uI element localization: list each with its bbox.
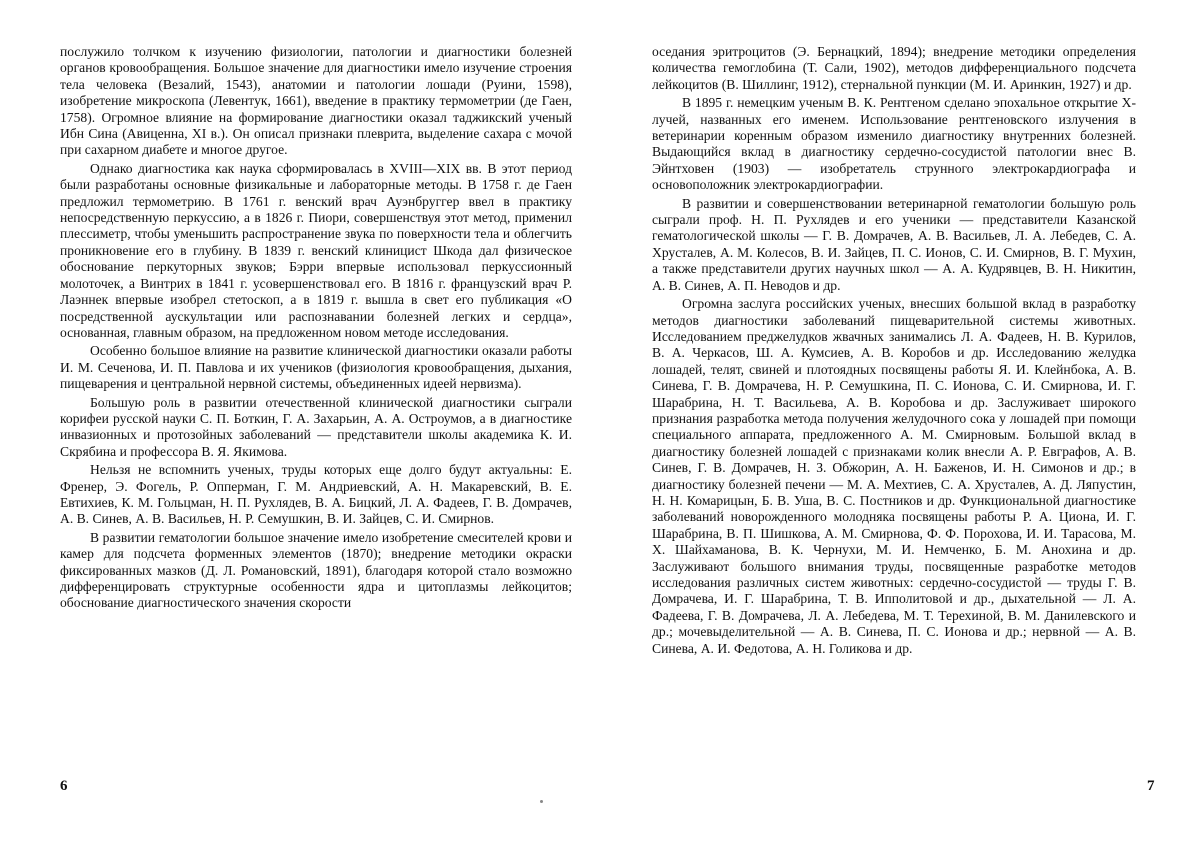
- scan-speck: [540, 800, 543, 803]
- left-page-number: 6: [60, 778, 68, 794]
- left-paragraph-6: В развитии гематологии большое значение имело изобретение смесителей крови и камер для подсчета форменных элементов (1870); внедрение методики окраски фиксированных мазков (Д. Л. Романовский, 1891), благодаря которой стало возможно дифференцировать структурные особенности ядра и цитоплазмы лейкоцитов; обоснование диагностического значения скорости: [60, 529, 572, 611]
- left-page: [60, 44, 572, 612]
- right-page-number: 7: [1147, 778, 1155, 794]
- right-paragraph-3: В развитии и совершенствовании ветеринарной гематологии большую роль сыграли проф. Н. П. Рухлядев и его ученики — представители Казанской гематологической школы — Г. В. Домрачев, А. В. Васильев, Л. А. Лебедев, С. А. Хрусталев, А. М. Колесов, В. И. Зайцев, П. С. Ионов, С. И. Смирнов, В. Г. Мухин, а также представители других научных школ — А. А. Кудрявцев, В. Н. Никитин, А. В. Синев, А. П. Неводов и др.: [652, 195, 1136, 293]
- left-paragraph-3: Особенно большое влияние на развитие клинической диагностики оказали работы И. М. Сеченова, И. П. Павлова и их учеников (физиология кровообращения, дыхания, пищеварения и центральной нервной системы, объединенных идеей нервизма).: [60, 343, 572, 392]
- right-paragraph-4: Огромна заслуга российских ученых, внесших большой вклад в разработку методов диагностики заболеваний пищеварительной системы животных. Исследованием преджелудков жвачных занимались Л. А. Фадеев, Н. В. Курилов, В. А. Черкасов, Ш. А. Кумсиев, А. В. Коробов и др. Исследованию желудка лошадей, телят, свиней и плотоядных посвящены работы Я. И. Клейнбока, А. В. Синева, Г. В. Домрачева, Н. Р. Семушкина, П. С. Ионова, С. И. Смирнова, И. Г. Шарабрина, Н. Т. Васильева, А. В. Коробова и др. Заслуживает широкого признания разработка метода получения желудочного сока у лошадей при помощи специального аппарата, предложенного А. М. Смирновым. Большой вклад в диагностику болезней лошадей с признаками колик внесли А. Р. Евграфов, А. В. Синев, Г. В. Домрачев, Н. З. Обжорин, А. Н. Баженов, И. Н. Симонов и др.; в диагностику болезней печени — М. А. Мехтиев, С. А. Хрусталев, А. Д. Ляпустин, Н. Н. Комарицын, Б. В. Уша, В. С. Постников и др. Функциональной диагностике заболеваний новорожденного молодняка посвящены работы Р. А. Циона, И. Г. Шарабрина, В. П. Шишкова, А. М. Смирнова, Ф. Ф. Порохова, И. И. Тарасова, М. Х. Шайхаманова, В. К. Чернухи, М. И. Немченко, Б. М. Анохина и др. Заслуживают большого внимания труды, посвященные разработке методов исследования различных систем животных: сердечно-сосудистой — труды Г. В. Домрачева, И. Г. Шарабрина, Т. В. Ипполитовой и др., дыхательной — Л. А. Фадеева, Г. В. Домрачева, Л. А. Лебедева, М. Т. Терехиной, В. М. Данилевского и др.; мочевыделительной — А. В. Синева, П. С. Ионова и др.; нервной — А. В. Синева, А. И. Федотова, А. Н. Голикова и др.: [652, 296, 1136, 656]
- left-paragraph-2: Однако диагностика как наука сформировалась в XVIII—XIX вв. В этот период были разработаны основные физикальные и лабораторные методы. В 1758 г. де Гаен предложил термометрию. В 1761 г. венский врач Ауэнбруггер ввел в практику непосредственную перкуссию, а в 1826 г. Пиори, совершенствуя этот метод, применил плессиметр, чтобы уменьшить распространение звука по поверхности тела и облегчить проникновение его в глубину. В 1839 г. венский клиницист Шкода дал физическое обоснование перкуторных звуков; Бэрри впервые использовал перкуссионный молоточек, а Винтрих в 1841 г. усовершенствовал его. В 1816 г. французский врач Р. Лаэннек впервые изобрел стетоскоп, а в 1819 г. вышла в свет его публикация «О посредственной аускультации или распознавании болезней легких и сердца», основанная, главным образом, на предложенном новом методе исследования.: [60, 160, 572, 340]
- left-paragraph-1: послужило толчком к изучению физиологии, патологии и диагностики болезней органов кровообращения. Большое значение для диагностики имело изучение строения тела человека (Везалий, 1543), анатомии и патологии лошади (Руини, 1598), изобретение микроскопа (Левентук, 1661), введение в практику термометрии (де Гаен, 1758). Огромное влияние на формирование диагностики оказал таджикский ученый Ибн Сина (Авиценна, XI в.). Он описал признаки плеврита, выделение сахара с мочой при сахарном диабете и многое другое.: [60, 44, 572, 158]
- right-page: [652, 44, 1136, 657]
- left-paragraph-5: Нельзя не вспомнить ученых, труды которых еще долго будут актуальны: Е. Френер, Э. Фогель, Р. Опперман, Г. М. Андриевский, А. Н. Макаревский, В. Е. Евтихиев, К. М. Гольцман, Н. П. Рухлядев, В. А. Бицкий, Л. А. Фадеев, Г. В. Домрачев, А. В. Синев, А. В. Васильев, Н. Р. Семушкин, В. И. Зайцев, С. И. Смирнов.: [60, 462, 572, 527]
- left-paragraph-4: Большую роль в развитии отечественной клинической диагностики сыграли корифеи русской науки С. П. Боткин, Г. А. Захарьин, А. А. Остроумов, а в диагностике инвазионных и протозойных заболеваний — представители школы академика К. И. Скрябина и профессора В. Я. Якимова.: [60, 394, 572, 459]
- right-paragraph-1: оседания эритроцитов (Э. Бернацкий, 1894); внедрение методики определения количества гемоглобина (Т. Сали, 1902), методов дифференциального подсчета лейкоцитов (В. Шиллинг, 1912), стернальной пункции (М. И. Аринкин, 1927) и др.: [652, 44, 1136, 92]
- right-paragraph-2: В 1895 г. немецким ученым В. К. Рентгеном сделано эпохальное открытие Х-лучей, названных его именем. Использование рентгеновского излучения в ветеринарии коренным образом изменило диагностику внутренних болезней. Выдающийся вклад в диагностику сердечно-сосудистой патологии внес В. Эйнтховен (1903) — изобретатель струнного электрокардиографа и основоположник электрокардиографии.: [652, 95, 1136, 193]
